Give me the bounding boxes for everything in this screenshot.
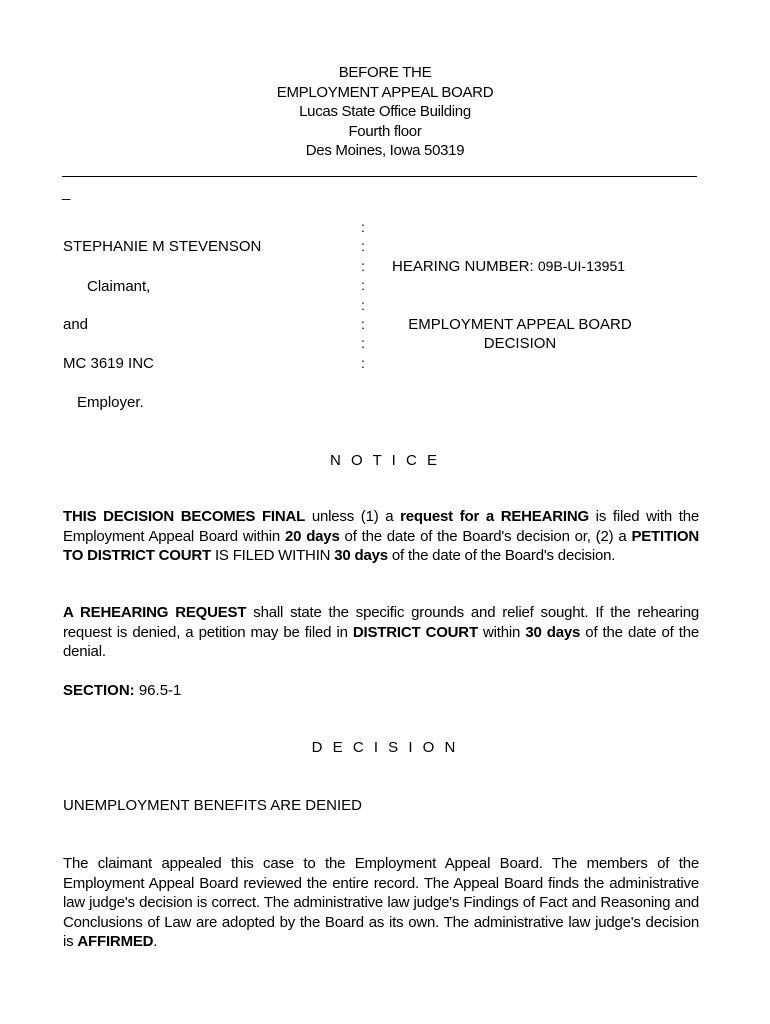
caption-colon-column (361, 218, 365, 373)
header-line-building: Lucas State Office Building (299, 103, 471, 120)
employer-name: MC 3619 INC (63, 355, 154, 372)
petition-term: PETITION TO DISTRICT COURT (63, 527, 700, 564)
decision-heading: D E C I S I O N (311, 739, 459, 756)
hearing-number-line (392, 257, 625, 276)
colon: : (361, 277, 365, 294)
colon: : (361, 315, 365, 332)
divider-tail: _ (62, 184, 71, 201)
hearing-number-label: HEARING NUMBER: (392, 258, 534, 275)
and-connector: and (63, 316, 89, 333)
hearing-number-value: 09B-UI-13951 (537, 258, 626, 274)
thirty-days-term: 30 days (334, 547, 388, 564)
notice-heading: N O T I C E (330, 452, 440, 469)
section-label: SECTION: (63, 682, 135, 699)
header-line-address: Des Moines, Iowa 50319 (305, 142, 465, 159)
decision-title (380, 315, 660, 353)
notice-paragraph-rehearing: A REHEARING REQUEST shall state the specific grounds and relief sought. If the rehearing request is denied, a petition may be filed in DISTRICT COURT within 30 days of the date of the denial. (63, 604, 700, 660)
colon: : (361, 219, 365, 235)
thirty-days-term: 30 days (525, 623, 581, 641)
twenty-days-term: 20 days (284, 527, 340, 545)
section-value: 96.5-1 (134, 682, 182, 699)
board-header (0, 63, 770, 161)
header-line-board: EMPLOYMENT APPEAL BOARD (276, 83, 494, 101)
district-court-term: DISTRICT COURT (352, 623, 478, 641)
affirmed-term: AFFIRMED (77, 933, 154, 950)
claimant-name: STEPHANIE M STEVENSON (63, 238, 262, 255)
finality-statement: THIS DECISION BECOMES FINAL (63, 508, 306, 525)
header-divider (62, 176, 697, 177)
colon: : (361, 238, 365, 255)
section-line (63, 681, 181, 700)
colon: : (361, 335, 365, 352)
colon: : (361, 354, 365, 371)
decision-subheading: UNEMPLOYMENT BENEFITS ARE DENIED (63, 797, 362, 814)
decision-title-line2: DECISION (483, 335, 557, 352)
employer-role: Employer. (77, 394, 144, 411)
rehearing-request-term: request for a REHEARING (400, 508, 589, 525)
decision-body: The claimant appealed this case to the Employment Appeal Board. The members of the Employment Appeal Board reviewed the entire record. The Appeal Board finds the administrative law judge's decision is correct. The administrative law judge's Findings of Fact and Reasoning and Conclusions of Law are adopted by the Board as its own. The administrative law judge's decision is AFFIRMED. (63, 855, 699, 950)
colon: : (361, 296, 365, 313)
header-line-before: BEFORE THE (338, 64, 432, 81)
colon: : (361, 257, 365, 274)
header-line-floor: Fourth floor (348, 122, 422, 140)
decision-title-line1: EMPLOYMENT APPEAL BOARD (408, 316, 632, 333)
claimant-role: Claimant, (87, 278, 151, 295)
notice-paragraph-finality: THIS DECISION BECOMES FINAL unless (1) a request for a REHEARING is filed with the Employment Appeal Board within 20 days of the date of the Board's decision or, (2) a PETITION TO DISTRICT COURT IS FILED WITHIN 30 days of the date of the Board's decision. (63, 508, 700, 564)
rehearing-request-heading: A REHEARING REQUEST (63, 604, 247, 621)
